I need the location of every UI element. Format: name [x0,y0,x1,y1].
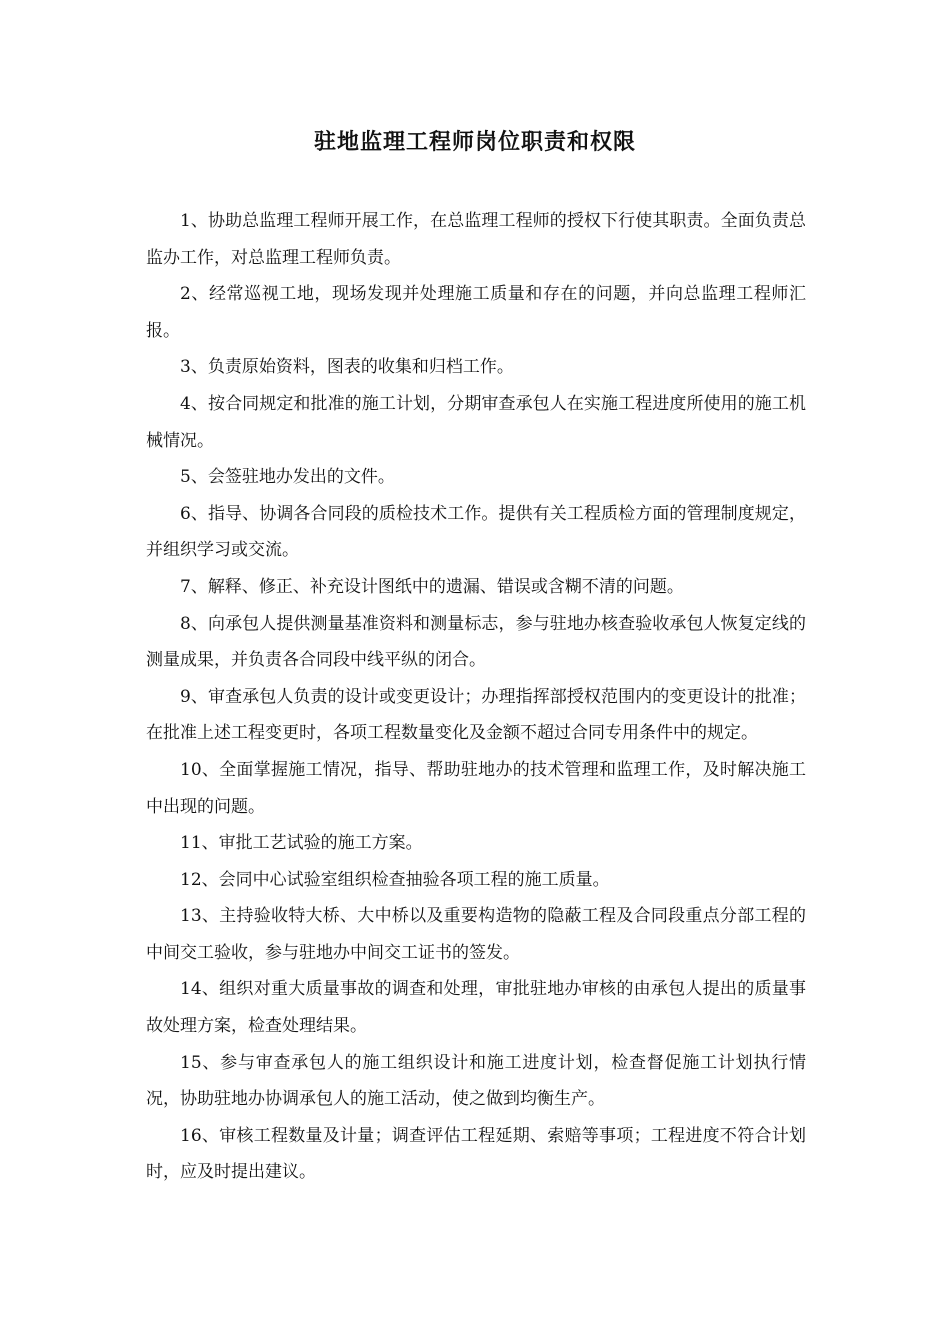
document-title: 驻地监理工程师岗位职责和权限 [313,129,636,155]
paragraph-12: 12、会同中心试验室组织检查抽验各项工程的施工质量。 [180,869,610,890]
document-body [146,203,806,1191]
paragraph-14: 14、组织对重大质量事故的调查和处理，审批驻地办审核的由承包人提出的质量事故处理方案，检查处理结果。 [146,979,806,1037]
paragraph-15: 15、参与审查承包人的施工组织设计和施工进度计划，检查督促施工计划执行情况，协助驻地办协调承包人的施工活动，使之做到均衡生产。 [146,1052,806,1110]
paragraph-6: 6、指导、协调各合同段的质检技术工作。提供有关工程质检方面的管理制度规定，并组织学习或交流。 [146,503,806,561]
paragraph-10: 10、全面掌握施工情况，指导、帮助驻地办的技术管理和监理工作，及时解决施工中出现的问题。 [146,759,806,817]
paragraph-16: 16、审核工程数量及计量；调查评估工程延期、索赔等事项；工程进度不符合计划时，应及时提出建议。 [146,1125,806,1183]
paragraph-3: 3、负责原始资料，图表的收集和归档工作。 [180,357,514,378]
paragraph-4: 4、按合同规定和批准的施工计划，分期审查承包人在实施工程进度所使用的施工机械情况。 [146,393,806,451]
paragraph-9: 9、审查承包人负责的设计或变更设计；办理指挥部授权范围内的变更设计的批准；在批准上述工程变更时，各项工程数量变化及金额不超过合同专用条件中的规定。 [146,686,806,744]
paragraph-2: 2、经常巡视工地，现场发现并处理施工质量和存在的问题，并向总监理工程师汇报。 [146,284,806,341]
paragraph-7: 7、解释、修正、补充设计图纸中的遗漏、错误或含糊不清的问题。 [180,576,684,597]
paragraph-1: 1、协助总监理工程师开展工作，在总监理工程师的授权下行使其职责。全面负责总监办工作，对总监理工程师负责。 [146,211,806,268]
paragraph-8: 8、向承包人提供测量基准资料和测量标志，参与驻地办核查验收承包人恢复定线的测量成果，并负责各合同段中线平纵的闭合。 [146,613,806,671]
paragraph-13: 13、主持验收特大桥、大中桥以及重要构造物的隐蔽工程及合同段重点分部工程的中间交工验收，参与驻地办中间交工证书的签发。 [146,906,806,963]
paragraph-11: 11、审批工艺试验的施工方案。 [180,833,423,854]
paragraph-5: 5、会签驻地办发出的文件。 [180,467,395,488]
